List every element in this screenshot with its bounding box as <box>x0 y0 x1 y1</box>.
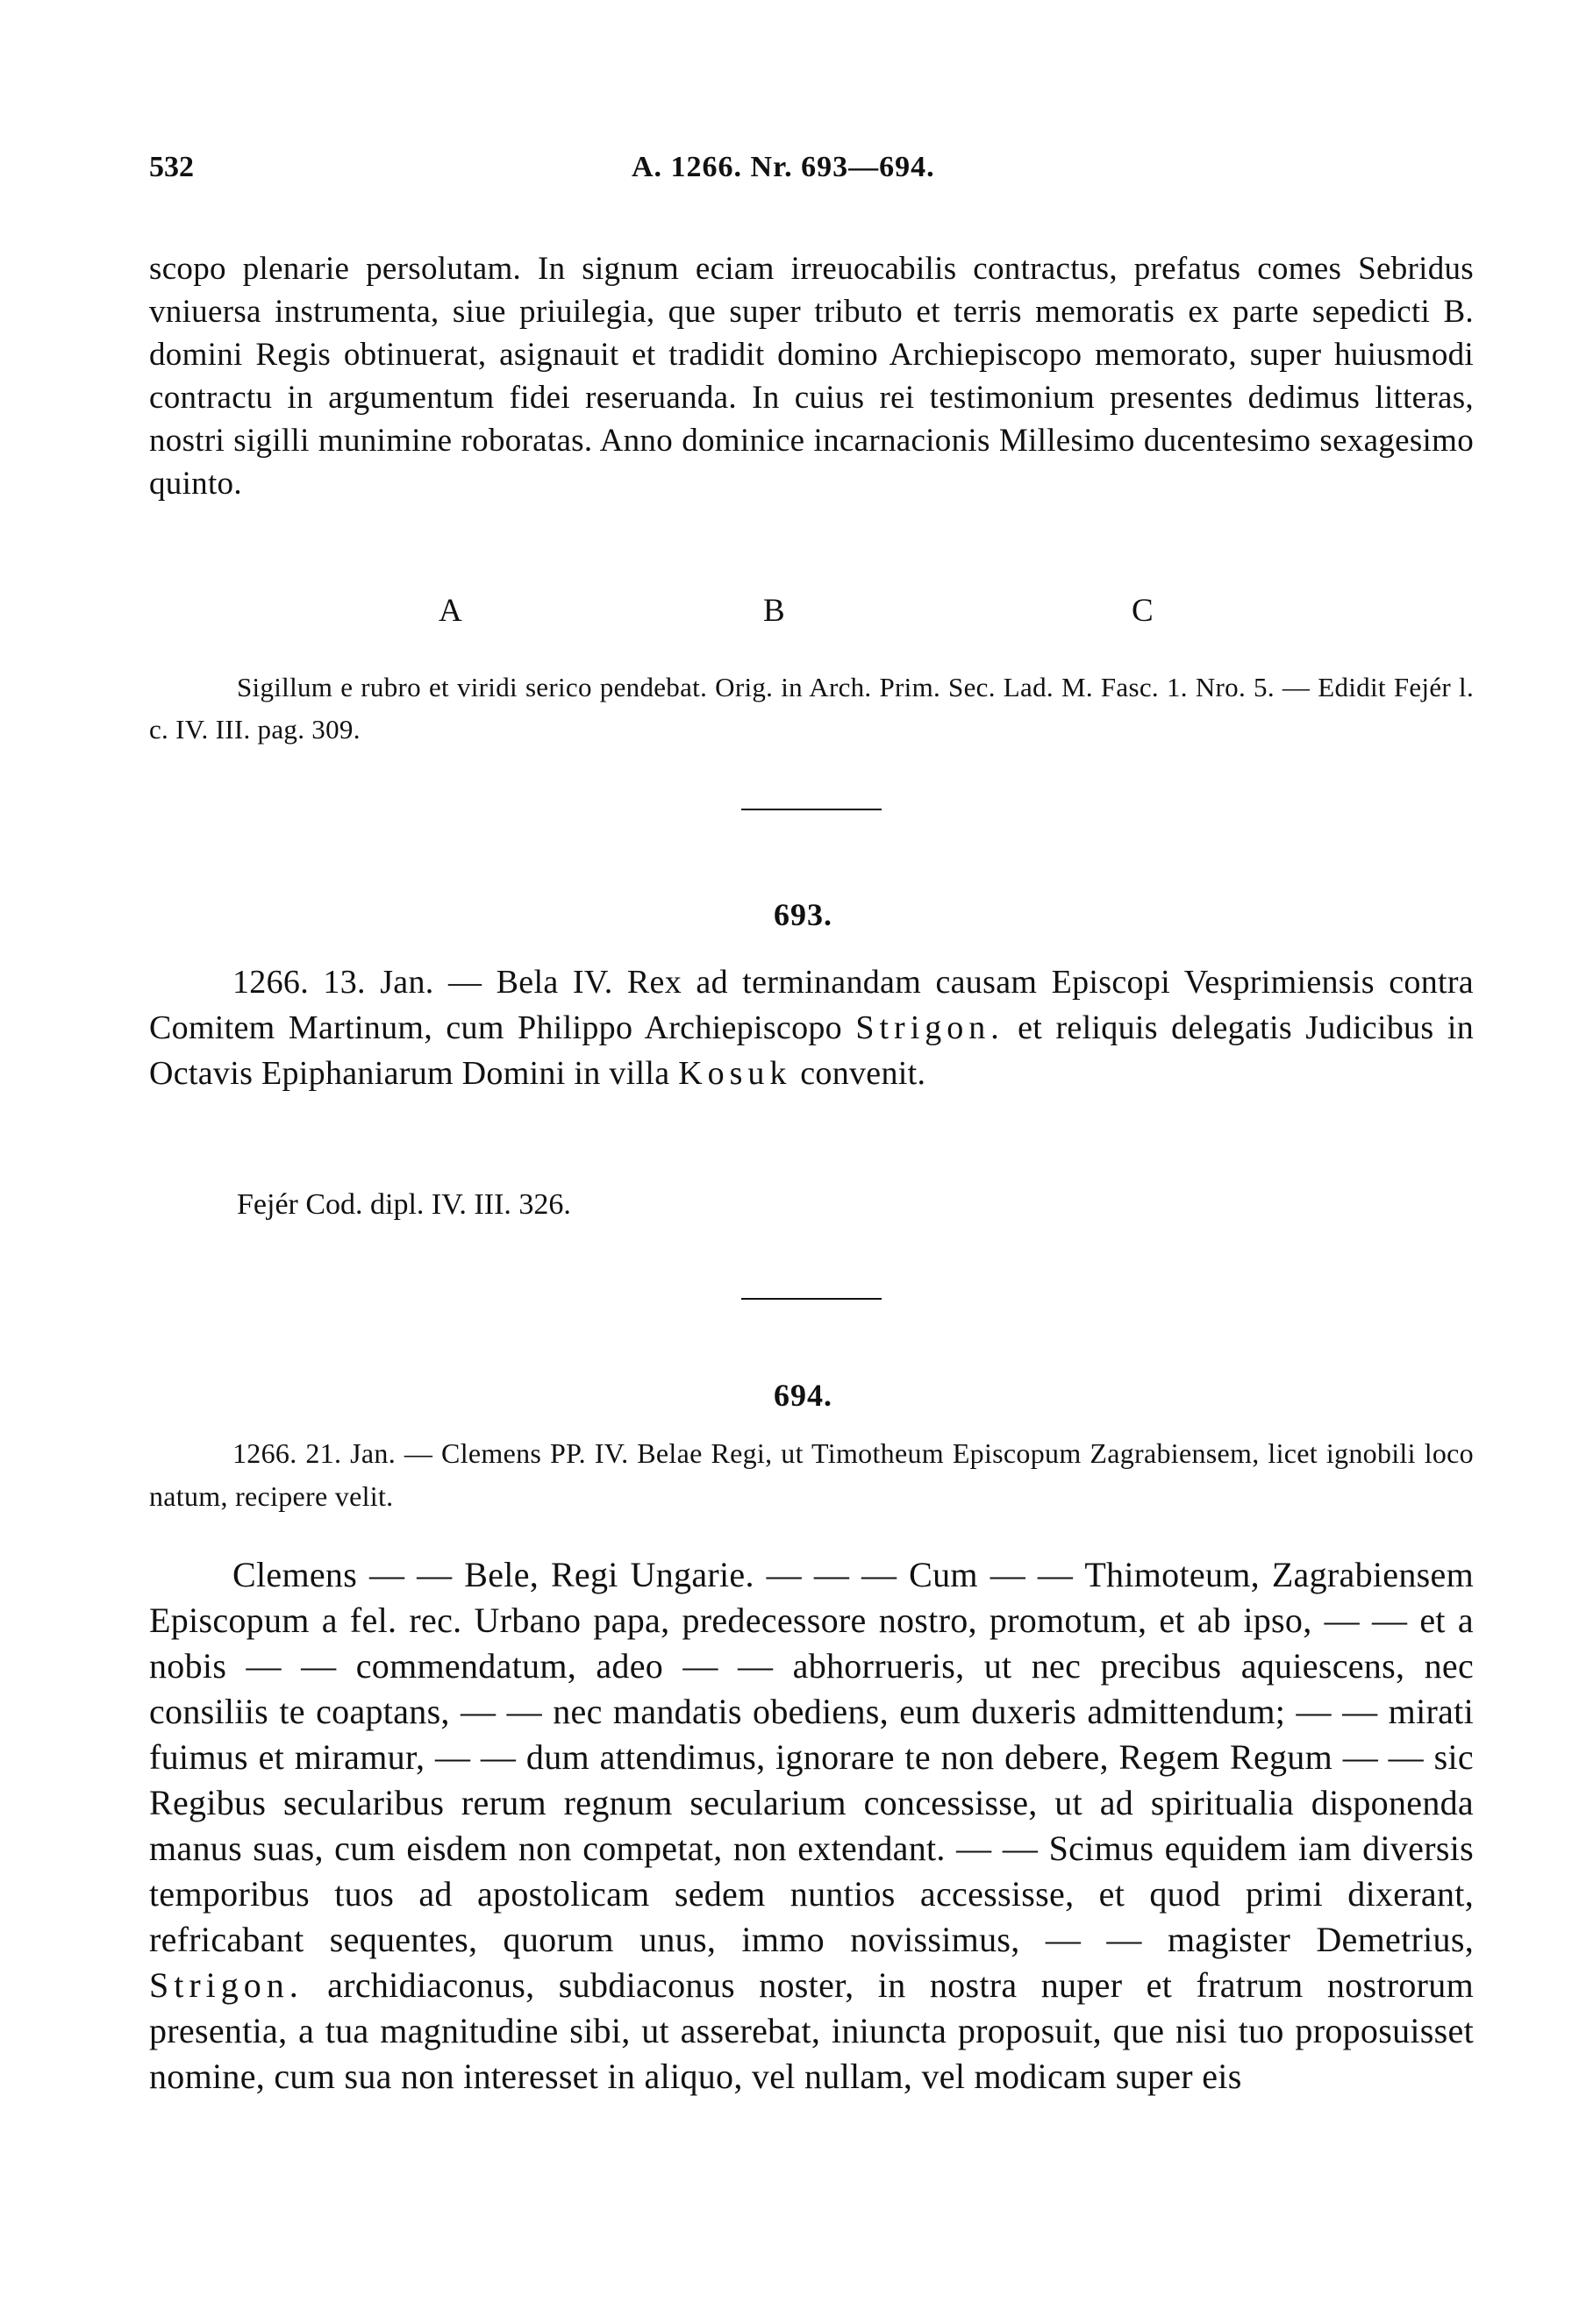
doc-693-summary-text <box>149 959 1474 1096</box>
doc-693-summary-part-1: Rex ad terminandam causam Episcopi Vesprimiensis contra Comitem Martinum, cum Philippo Archiepiscopo <box>149 964 1474 1046</box>
doc-692-paragraph: scopo plenarie persolutam. In signum eciam irreuocabilis contractus, prefatus comes Sebridus vniuersa instrumenta, siue priuilegia, que super tributo et terris memoratis ex parte sepedicti B. domini Regis obtinuerat, asignauit et tradidit domino Archiepiscopo memorato, super huiusmodi contractu in argumentum fidei reseruanda. In cuius rei testimonium presentes dedimus litteras, nostri sigilli munimine roboratas. Anno dominice incarnacionis Millesimo ducentesimo sexagesimo quinto. <box>149 251 1474 502</box>
doc-694-body-part-2: archidiaconus, subdiaconus noster, in nostra nuper et fratrum nostrorum presentia, a tua magnitudine sibi, ut asserebat, iniuncta proposuit, que nisi tuo proposuisset nomine, cum sua non interesset in aliquo, vel nullam, vel modicam super eis <box>149 1965 1474 2096</box>
doc-694-body-text <box>149 1552 1474 2099</box>
doc-693-summary <box>149 959 1474 1096</box>
doc-694-body <box>149 1552 1474 2099</box>
doc-694-summary <box>149 1432 1474 1518</box>
section-divider-2 <box>741 1298 882 1300</box>
page-header <box>149 151 1474 195</box>
doc-693-citation: Fejér Cod. dipl. IV. III. 326. <box>237 1188 571 1221</box>
doc-692-source-note <box>149 667 1474 751</box>
doc-693-summary-part-3: convenit. <box>800 1055 926 1092</box>
doc-694-summary-text: 1266. 21. Jan. — Clemens PP. IV. Belae Regi, ut Timotheum Episcopum Zagrabiensem, licet ignobili loco natum, recipere velit. <box>149 1437 1474 1512</box>
section-divider <box>741 809 882 810</box>
place-name-strigon: Strigon. <box>855 1009 1004 1046</box>
place-name-strigon-2: Strigon. <box>149 1965 304 2005</box>
letter-b: B <box>763 593 785 629</box>
doc-693-number: 693. <box>774 897 832 932</box>
running-head: A. 1266. Nr. 693—694. <box>632 151 935 183</box>
doc-692-closing-text <box>149 247 1474 505</box>
doc-693-date: 1266. 13. Jan. — Bela IV. <box>232 964 613 1001</box>
place-name-kosuk: Kosuk <box>678 1055 792 1092</box>
page-number: 532 <box>149 151 194 183</box>
chirograph-letters <box>439 592 1228 636</box>
doc-694-number: 694. <box>774 1378 832 1413</box>
letter-c: C <box>1132 593 1154 629</box>
doc-693-summary-part-2: et reliquis delegatis Judicibus in Octavis Epiphaniarum Domini in villa <box>149 1009 1475 1092</box>
seal-note: Sigillum e rubro et viridi serico pendebat. Orig. in Arch. Prim. Sec. Lad. M. Fasc. 1. Nro. 5. — Edidit Fejér l. c. IV. III. pag. 309. <box>149 672 1474 745</box>
doc-694-body-part-1: Clemens — — Bele, Regi Ungarie. — — — Cum — — Thimoteum, Zagrabiensem Episcopum a fel. rec. Urbano papa, predecessore nostro, promotum, et ab ipso, — — et a nobis — — commendatum, adeo — — abhorrueris, ut nec precibus aquiescens, nec consiliis te coaptans, — — nec mandatis obediens, eum duxeris admittendum; — — mirati fuimus et miramur, — — dum attendimus, ignorare te non debere, Regem Regum — — sic Regibus secularibus rerum regnum secularium concessisse, ut ad spiritualia disponenda manus suas, cum eisdem non competat, non extendant. — — Scimus equidem iam diversis temporibus tuos ad apostolicam sedem nuntios accessisse, et quod primi dixerant, refricabant sequentes, quorum unus, immo novissimus, — — magister Demetrius, <box>149 1555 1474 1959</box>
letter-a: A <box>439 593 462 629</box>
